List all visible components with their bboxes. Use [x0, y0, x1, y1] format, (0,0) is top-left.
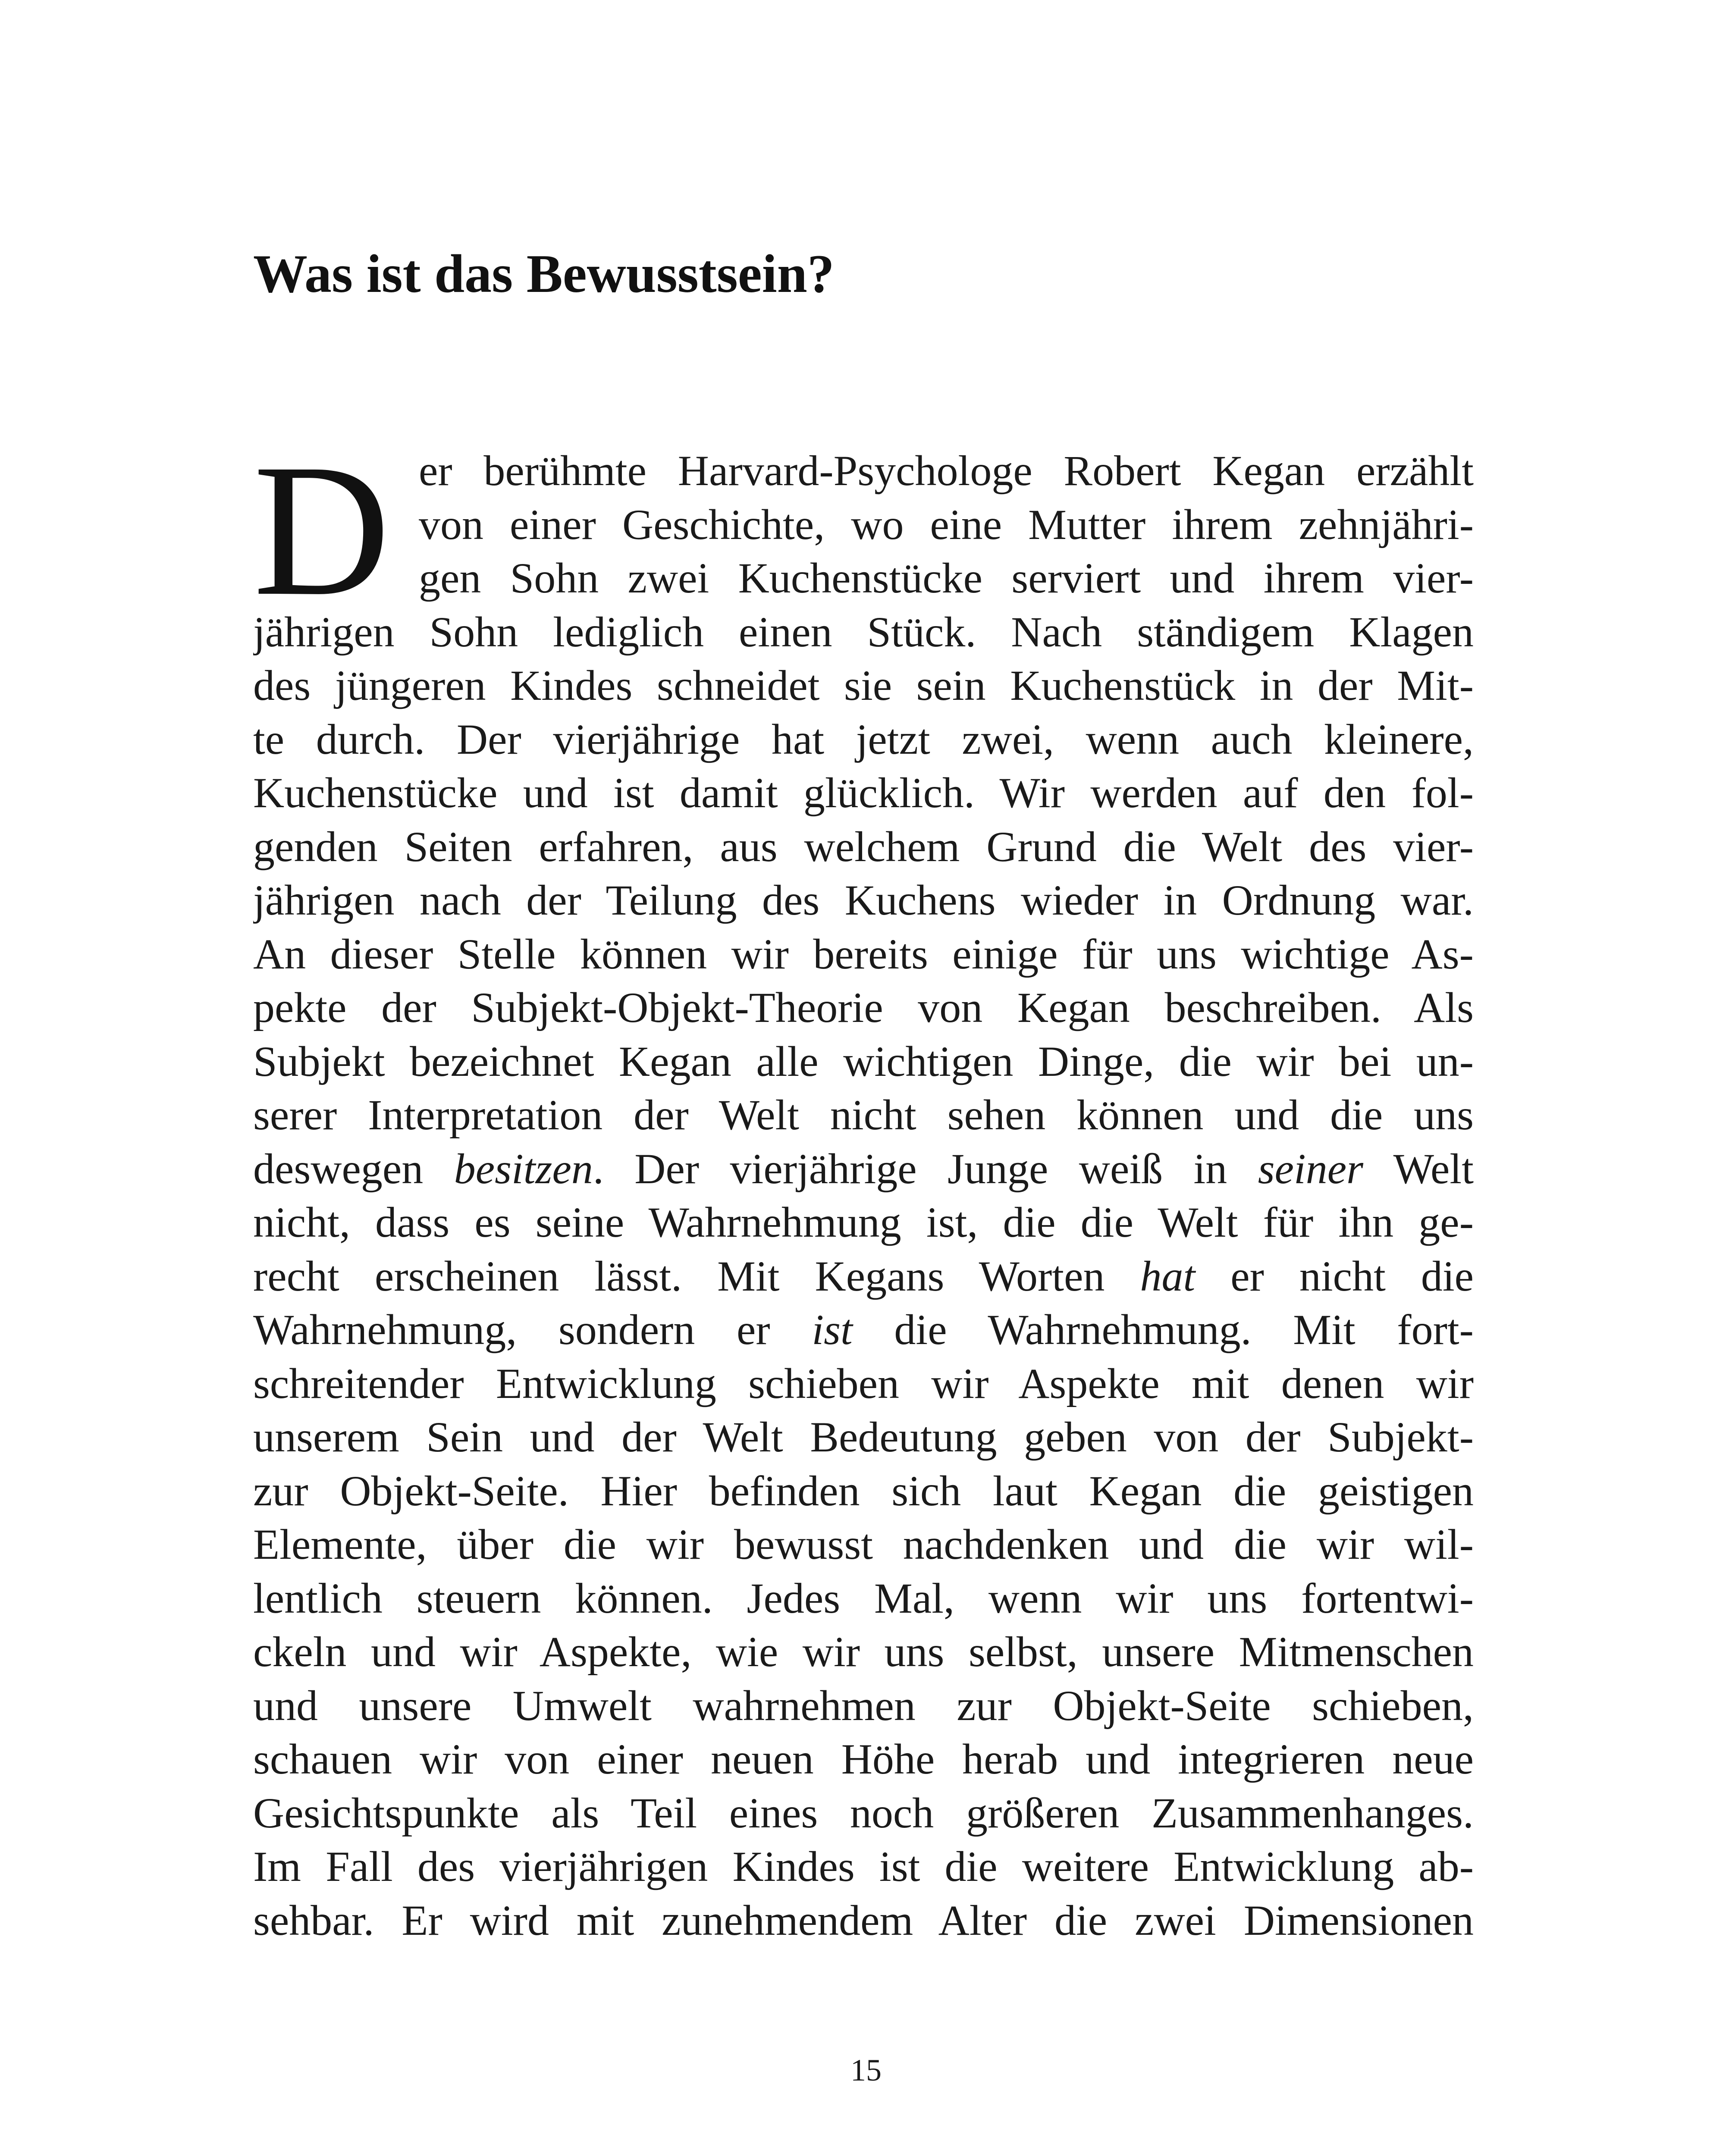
text-line: Elemente, über die wir bewusst nachdenken und die wir wil- — [253, 1520, 1474, 1568]
emphasis-text: seiner — [1258, 1144, 1364, 1193]
text-line: Im Fall des vierjährigen Kindes ist die weitere Entwicklung ab- — [253, 1843, 1474, 1890]
text-line: genden Seiten erfahren, aus welchem Grund die Welt des vier- — [253, 822, 1474, 871]
page-number: 15 — [850, 2053, 882, 2087]
text-line: sehbar. Er wird mit zunehmendem Alter die zwei Dimensionen — [253, 1896, 1474, 1944]
text-line: gen Sohn zwei Kuchenstücke serviert und ihrem vier- — [419, 554, 1474, 602]
text-line: jährigen Sohn lediglich einen Stück. Nach ständigem Klagen — [253, 608, 1474, 656]
text-line: schauen wir von einer neuen Höhe herab und integrieren neue — [253, 1735, 1474, 1783]
text-line: nicht, dass es seine Wahrnehmung ist, die die Welt für ihn ge- — [253, 1198, 1474, 1246]
text-line: und unsere Umwelt wahrnehmen zur Objekt-Seite schieben, — [253, 1681, 1474, 1730]
text-line: pekte der Subjekt-Objekt-Theorie von Kegan beschreiben. Als — [253, 984, 1474, 1031]
text-line: Wahrnehmung, sondern er ist die Wahrnehmung. Mit fort- — [253, 1306, 1474, 1354]
text-line: unserem Sein und der Welt Bedeutung geben von der Subjekt- — [253, 1413, 1474, 1461]
text-line: ckeln und wir Aspekte, wie wir uns selbst, unsere Mitmenschen — [253, 1628, 1474, 1676]
text-line: te durch. Der vierjährige hat jetzt zwei, wenn auch kleinere, — [253, 715, 1474, 763]
text-line: jährigen nach der Teilung des Kuchens wieder in Ordnung war. — [253, 876, 1474, 924]
text-line: An dieser Stelle können wir bereits einige für uns wichtige As- — [253, 930, 1474, 978]
text-line: serer Interpretation der Welt nicht sehen können und die uns — [253, 1091, 1474, 1139]
emphasis-text: ist — [812, 1306, 853, 1354]
text-line: des jüngeren Kindes schneidet sie sein Kuchenstück in der Mit- — [253, 661, 1474, 709]
drop-cap: D — [253, 425, 390, 635]
text-line: Subjekt bezeichnet Kegan alle wichtigen Dinge, die wir bei un- — [253, 1037, 1474, 1085]
text-line: recht erscheinen lässt. Mit Kegans Worten hat er nicht die — [253, 1252, 1474, 1300]
text-line: von einer Geschichte, wo eine Mutter ihrem zehnjähri- — [419, 500, 1474, 548]
text-line: zur Objekt-Seite. Hier befinden sich laut Kegan die geistigen — [253, 1467, 1474, 1515]
chapter-title: Was ist das Bewusstsein? — [253, 244, 835, 304]
text-line: schreitender Entwicklung schieben wir Aspekte mit denen wir — [253, 1359, 1474, 1407]
text-line: er berühmte Harvard-Psychologe Robert Kegan erzählt — [419, 447, 1474, 495]
emphasis-text: hat — [1140, 1252, 1195, 1300]
text-line: lentlich steuern können. Jedes Mal, wenn wir uns fortentwi- — [253, 1574, 1474, 1622]
body-paragraph — [253, 444, 1474, 1988]
text-line: Gesichtspunkte als Teil eines noch größeren Zusammenhanges. — [253, 1789, 1474, 1837]
text-line: deswegen besitzen. Der vierjährige Junge weiß in seiner Welt — [253, 1144, 1474, 1193]
emphasis-text: besitzen — [454, 1144, 593, 1193]
text-line: Kuchenstücke und ist damit glücklich. Wir werden auf den fol- — [253, 769, 1474, 817]
